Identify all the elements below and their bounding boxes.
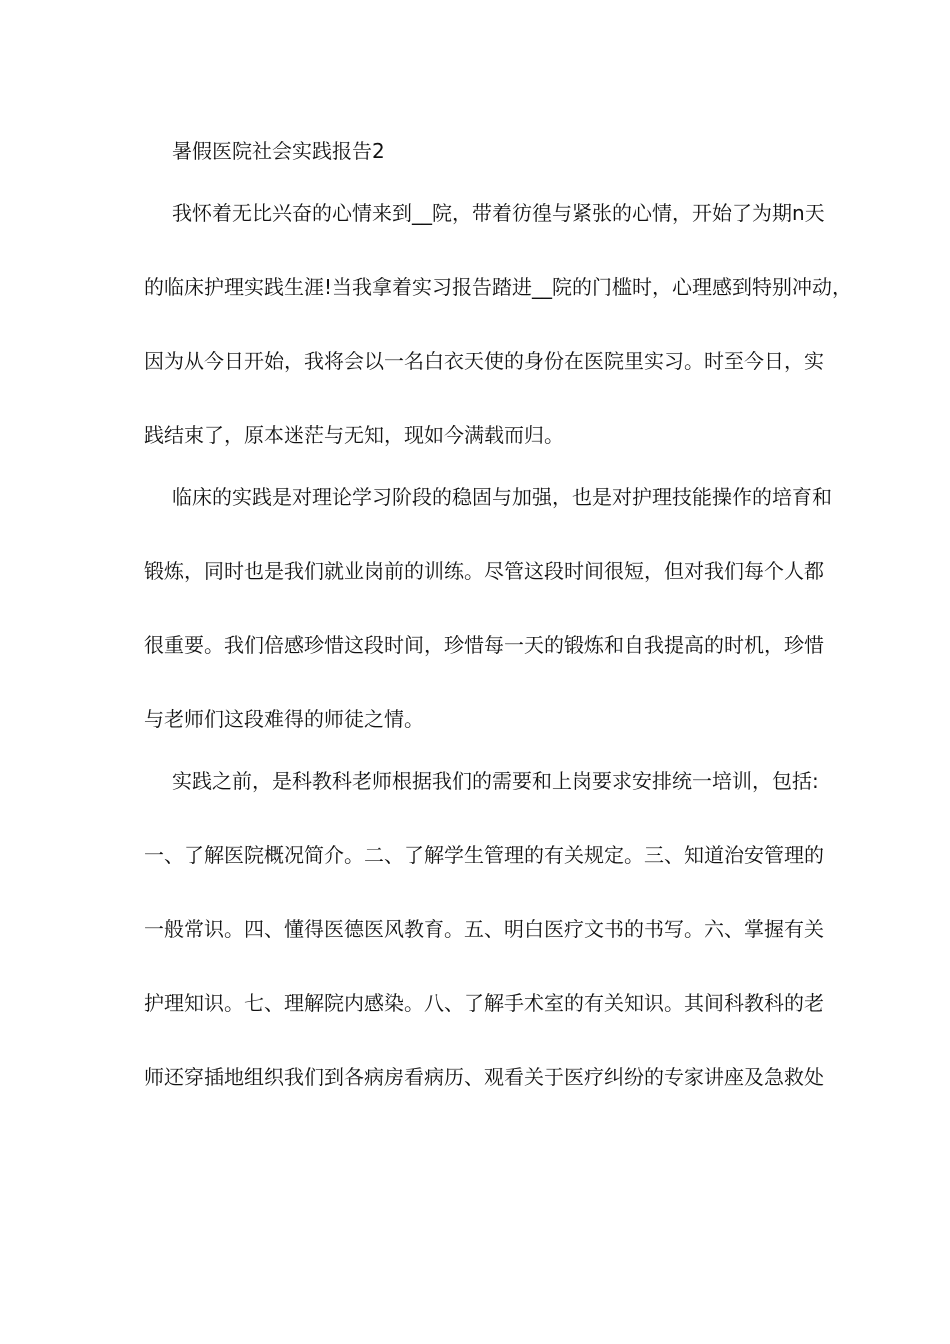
document-title: 暑假医院社会实践报告2 [172,139,385,163]
paragraph-1-line-1: 我怀着无比兴奋的心情来到__院，带着彷徨与紧张的心情，开始了为期n天 [172,201,825,225]
paragraph-3-line-5: 师还穿插地组织我们到各病房看病历、观看关于医疗纠纷的专家讲座及急救处 [144,1065,824,1089]
paragraph-1-line-2: 的临床护理实践生涯!当我拿着实习报告踏进__院的门槛时，心理感到特别冲动， [144,275,853,299]
paragraph-2-line-1: 临床的实践是对理论学习阶段的稳固与加强，也是对护理技能操作的培育和 [172,485,832,509]
paragraph-3-line-2: 一、了解医院概况简介。二、了解学生管理的有关规定。三、知道治安管理的 [144,843,824,867]
paragraph-3-line-4: 护理知识。七、理解院内感染。八、了解手术室的有关知识。其间科教科的老 [144,991,824,1015]
paragraph-2-line-2: 锻炼，同时也是我们就业岗前的训练。尽管这段时间很短，但对我们每个人都 [144,559,824,583]
paragraph-1-line-4: 践结束了，原本迷茫与无知，现如今满载而归。 [144,423,564,447]
paragraph-2-line-3: 很重要。我们倍感珍惜这段时间，珍惜每一天的锻炼和自我提高的时机，珍惜 [144,633,824,657]
paragraph-2-line-4: 与老师们这段难得的师徒之情。 [144,707,424,731]
paragraph-3-line-1: 实践之前，是科教科老师根据我们的需要和上岗要求安排统一培训，包括: [172,769,819,793]
paragraph-3-line-3: 一般常识。四、懂得医德医风教育。五、明白医疗文书的书写。六、掌握有关 [144,917,824,941]
paragraph-1-line-3: 因为从今日开始，我将会以一名白衣天使的身份在医院里实习。时至今日，实 [144,349,824,373]
